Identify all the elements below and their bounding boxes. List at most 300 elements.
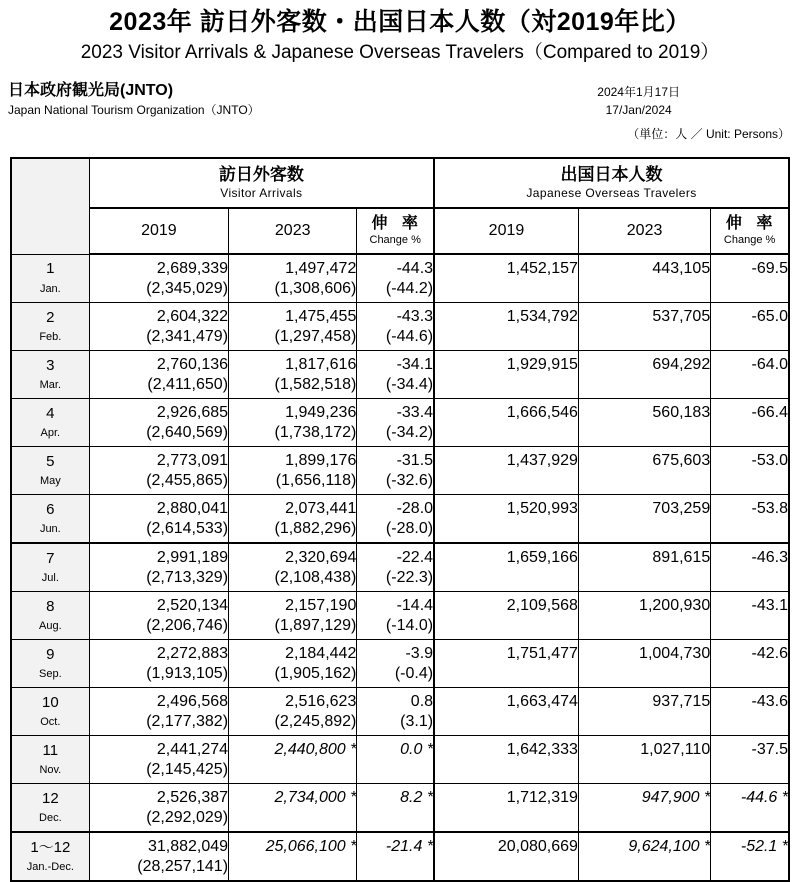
visitor-arrivals-change-prepandemic-value: (-14.0) (385, 616, 434, 634)
table-row (11, 399, 789, 447)
visitor-arrivals-2019-value: 2,991,189 (156, 548, 229, 566)
overseas-travelers-2019-prepandemic-value (435, 327, 578, 347)
visitor-arrivals-2019-prepandemic-value: (2,292,029) (146, 808, 229, 826)
visitor-arrivals-2019-prepandemic-value: (2,713,329) (146, 568, 229, 586)
header-row-columns (11, 208, 789, 254)
overseas-travelers-2019-value: 1,751,477 (506, 644, 578, 662)
header-group-visitor-arrivals-en: Visitor Arrivals (220, 186, 303, 201)
visitor-arrivals-change (357, 351, 434, 399)
organization-block (8, 81, 260, 119)
overseas-travelers-2019-prepandemic-value (435, 279, 578, 299)
visitor-arrivals-change-value: -33.4 (396, 403, 434, 421)
visitor-arrivals-2023 (229, 543, 357, 592)
overseas-travelers-2023 (578, 832, 710, 881)
overseas-travelers-change-value: -66.4 (751, 403, 788, 421)
visitor-arrivals-2019-value: 31,882,049 (147, 837, 229, 855)
visitor-arrivals-2019 (89, 447, 228, 495)
overseas-travelers-2019 (434, 592, 578, 640)
overseas-travelers-change (711, 784, 789, 833)
overseas-travelers-change (711, 447, 789, 495)
overseas-travelers-change-prepandemic-value (711, 327, 788, 347)
overseas-travelers-change-value: -42.6 (751, 644, 788, 662)
visitor-arrivals-2023-prepandemic-value: (1,297,458) (274, 327, 357, 345)
row-month-number: 4 (46, 404, 55, 422)
visitor-arrivals-2019 (89, 303, 228, 351)
visitor-arrivals-2019-value: 2,880,041 (156, 499, 229, 517)
visitor-arrivals-2023-value: 25,066,100 * (265, 837, 357, 855)
visitor-arrivals-2023-prepandemic-value: (1,308,606) (274, 279, 357, 297)
overseas-travelers-2023-value: 694,292 (652, 355, 711, 373)
overseas-travelers-change-prepandemic-value (711, 519, 788, 539)
visitor-arrivals-2019-prepandemic-value: (2,341,479) (146, 327, 229, 345)
row-month-label (11, 640, 89, 688)
overseas-travelers-2023 (578, 688, 710, 736)
overseas-travelers-change (711, 592, 789, 640)
visitor-arrivals-change-prepandemic-value (357, 760, 433, 780)
publication-date-english: 17/Jan/2024 (605, 102, 672, 117)
overseas-travelers-2023-prepandemic-value (579, 327, 710, 347)
overseas-travelers-change-prepandemic-value (711, 712, 788, 732)
overseas-travelers-change-value: -43.6 (751, 692, 788, 710)
page-title-japanese: 2023年 訪日外客数・出国日本人数（対2019年比） (109, 8, 691, 36)
overseas-travelers-change-value: -46.3 (751, 548, 788, 566)
visitor-arrivals-2019 (89, 543, 228, 592)
header-month-corner (11, 158, 89, 254)
row-month-name: Nov. (39, 764, 62, 777)
visitor-arrivals-2023-prepandemic-value: (1,656,118) (275, 471, 357, 489)
header-visitor-change-en: Change % (369, 234, 421, 247)
overseas-travelers-change (711, 303, 789, 351)
overseas-travelers-2019 (434, 351, 578, 399)
visitor-arrivals-2019-prepandemic-value: (2,614,533) (146, 519, 229, 537)
overseas-travelers-2019-value: 1,929,915 (506, 355, 578, 373)
overseas-travelers-2023 (578, 592, 710, 640)
visitor-arrivals-change (357, 736, 434, 784)
header-travelers-change (711, 208, 789, 254)
visitor-arrivals-2019 (89, 688, 228, 736)
overseas-travelers-2023-value: 947,900 * (641, 788, 711, 806)
page-title-english: 2023 Visitor Arrivals & Japanese Overseas Travelers（Compared to 2019） (80, 41, 720, 63)
overseas-travelers-2023-value: 675,603 (652, 451, 711, 469)
visitor-arrivals-change-value: 0.0 * (400, 740, 434, 758)
visitor-arrivals-change (357, 784, 434, 833)
overseas-travelers-2023-prepandemic-value (579, 808, 710, 828)
visitor-arrivals-2019 (89, 399, 228, 447)
overseas-travelers-2019-prepandemic-value (435, 568, 578, 588)
visitor-arrivals-2023-value: 1,817,616 (285, 355, 357, 373)
visitor-arrivals-2019-value: 2,773,091 (156, 451, 229, 469)
overseas-travelers-2019-value: 1,520,993 (506, 499, 578, 517)
overseas-travelers-change-prepandemic-value (711, 664, 788, 684)
visitor-arrivals-2019 (89, 495, 228, 544)
row-month-label (11, 688, 89, 736)
visitor-arrivals-change-prepandemic-value: (3.1) (400, 712, 434, 730)
visitor-arrivals-2023-value: 2,073,441 (285, 499, 357, 517)
table-row (11, 495, 789, 544)
overseas-travelers-change-value: -69.5 (751, 259, 788, 277)
row-month-name: Oct. (40, 716, 61, 729)
visitor-arrivals-2023 (229, 447, 357, 495)
row-month-name: Dec. (39, 812, 62, 825)
visitor-arrivals-change-prepandemic-value (357, 857, 433, 877)
visitor-arrivals-2023 (229, 399, 357, 447)
overseas-travelers-2019-prepandemic-value (435, 471, 578, 491)
overseas-travelers-2023 (578, 784, 710, 833)
row-month-number: 7 (46, 549, 55, 567)
visitor-arrivals-change (357, 592, 434, 640)
visitor-arrivals-2019 (89, 640, 228, 688)
visitor-arrivals-change (357, 303, 434, 351)
overseas-travelers-2023 (578, 543, 710, 592)
visitor-arrivals-2023-prepandemic-value (229, 808, 356, 828)
overseas-travelers-2019-prepandemic-value (435, 616, 578, 636)
overseas-travelers-change-value: -43.1 (751, 596, 788, 614)
overseas-travelers-2023-prepandemic-value (579, 857, 710, 877)
header-visitor-2023: 2023 (229, 208, 357, 254)
visitor-arrivals-2019-value: 2,604,322 (156, 307, 229, 325)
header-group-visitor-arrivals (89, 158, 434, 208)
row-month-name: Feb. (39, 331, 62, 344)
overseas-travelers-2019 (434, 640, 578, 688)
header-travelers-2023: 2023 (578, 208, 710, 254)
overseas-travelers-change-value: -53.0 (751, 451, 788, 469)
table-body (11, 254, 789, 881)
table-row (11, 736, 789, 784)
overseas-travelers-2023-prepandemic-value (579, 279, 710, 299)
visitor-arrivals-change-value: -21.4 * (385, 837, 434, 855)
visitor-arrivals-change-prepandemic-value (357, 808, 433, 828)
row-month-number: 8 (46, 597, 55, 615)
overseas-travelers-2023 (578, 351, 710, 399)
visitor-arrivals-2023-prepandemic-value: (1,582,518) (274, 375, 357, 393)
row-month-label (11, 543, 89, 592)
overseas-travelers-2019 (434, 399, 578, 447)
overseas-travelers-change (711, 351, 789, 399)
visitor-arrivals-2023-prepandemic-value: (1,738,172) (274, 423, 357, 441)
row-month-label (11, 592, 89, 640)
overseas-travelers-change-value: -44.6 * (740, 788, 788, 806)
visitor-arrivals-2019-value: 2,520,134 (156, 596, 229, 614)
visitor-arrivals-change (357, 447, 434, 495)
overseas-travelers-2019-prepandemic-value (435, 375, 578, 395)
title-block (0, 0, 800, 65)
visitor-arrivals-2019-prepandemic-value: (2,177,382) (146, 712, 229, 730)
overseas-travelers-2023-prepandemic-value (579, 471, 710, 491)
overseas-travelers-2019-prepandemic-value (435, 712, 578, 732)
overseas-travelers-2023 (578, 447, 710, 495)
visitor-arrivals-2023-value: 2,157,190 (285, 596, 357, 614)
overseas-travelers-2023-prepandemic-value (579, 616, 710, 636)
visitor-arrivals-2019-value: 2,441,274 (156, 740, 229, 758)
row-month-name: Aug. (39, 620, 62, 633)
row-month-name: Jan.-Dec. (26, 861, 74, 874)
visitor-arrivals-change-value: 0.8 (410, 692, 434, 710)
overseas-travelers-2023-value: 1,027,110 (640, 740, 711, 758)
visitor-arrivals-change (357, 543, 434, 592)
visitor-arrivals-change-value: -44.3 (396, 259, 434, 277)
overseas-travelers-change-prepandemic-value (711, 616, 788, 636)
visitor-arrivals-2023-prepandemic-value (229, 857, 356, 877)
overseas-travelers-change-prepandemic-value (711, 471, 788, 491)
overseas-travelers-2019 (434, 784, 578, 833)
overseas-travelers-2023 (578, 736, 710, 784)
overseas-travelers-change-prepandemic-value (711, 808, 788, 828)
visitor-arrivals-2019-prepandemic-value: (2,640,569) (146, 423, 229, 441)
table-row (11, 640, 789, 688)
visitor-arrivals-2023-value: 2,184,442 (285, 644, 357, 662)
row-month-name: Jul. (41, 572, 59, 585)
visitor-arrivals-change (357, 399, 434, 447)
visitor-arrivals-2019 (89, 832, 228, 881)
visitor-arrivals-2023-value: 1,475,455 (285, 307, 357, 325)
visitor-arrivals-2023 (229, 592, 357, 640)
visitor-arrivals-2023-prepandemic-value: (1,897,129) (274, 616, 357, 634)
visitor-arrivals-change-prepandemic-value: (-44.2) (385, 279, 434, 297)
visitor-arrivals-2023 (229, 736, 357, 784)
visitor-arrivals-change (357, 832, 434, 881)
overseas-travelers-2019-value: 1,452,157 (506, 259, 578, 277)
table-row (11, 447, 789, 495)
statistics-table-container (10, 157, 790, 882)
row-month-name: May (39, 475, 61, 488)
visitor-arrivals-2023-prepandemic-value: (2,245,892) (274, 712, 357, 730)
row-month-name: Jun. (39, 523, 61, 536)
visitor-arrivals-2019-value: 2,272,883 (156, 644, 229, 662)
header-visitor-2019: 2019 (89, 208, 228, 254)
overseas-travelers-2023-value: 560,183 (652, 403, 711, 421)
overseas-travelers-2019-prepandemic-value (435, 760, 578, 780)
table-row (11, 592, 789, 640)
overseas-travelers-2023-prepandemic-value (579, 664, 710, 684)
overseas-travelers-change (711, 543, 789, 592)
visitor-arrivals-change-value: -31.5 (396, 451, 434, 469)
visitor-arrivals-2023 (229, 640, 357, 688)
table-row (11, 351, 789, 399)
row-month-label (11, 495, 89, 544)
visitor-arrivals-2023 (229, 832, 357, 881)
visitor-arrivals-2019-prepandemic-value: (2,345,029) (146, 279, 229, 297)
overseas-travelers-change-value: -65.0 (751, 307, 788, 325)
overseas-travelers-2023-prepandemic-value (579, 568, 710, 588)
visitor-arrivals-change-prepandemic-value: (-34.4) (385, 375, 434, 393)
table-row (11, 688, 789, 736)
visitor-arrivals-change-value: -3.9 (405, 644, 434, 662)
overseas-travelers-2019-value: 1,659,166 (506, 548, 578, 566)
row-month-label (11, 832, 89, 881)
table-head (11, 158, 789, 254)
overseas-travelers-2023 (578, 254, 710, 303)
overseas-travelers-2023-value: 891,615 (652, 548, 711, 566)
overseas-travelers-2019-value: 1,712,319 (506, 788, 578, 806)
visitor-arrivals-2023 (229, 303, 357, 351)
overseas-travelers-change (711, 688, 789, 736)
overseas-travelers-2023-value: 443,105 (652, 259, 711, 277)
visitor-arrivals-2019-prepandemic-value: (2,145,425) (146, 760, 229, 778)
visitor-arrivals-2023-value: 1,899,176 (285, 451, 357, 469)
overseas-travelers-2019-prepandemic-value (435, 423, 578, 443)
overseas-travelers-2019-prepandemic-value (435, 808, 578, 828)
header-row-groups (11, 158, 789, 208)
overseas-travelers-2019 (434, 303, 578, 351)
visitor-arrivals-change-value: 8.2 * (400, 788, 434, 806)
visitor-arrivals-2023 (229, 254, 357, 303)
table-row (11, 254, 789, 303)
visitor-arrivals-2023 (229, 351, 357, 399)
visitor-arrivals-change-prepandemic-value: (-34.2) (385, 423, 434, 441)
visitor-arrivals-change-value: -28.0 (396, 499, 434, 517)
overseas-travelers-2023-prepandemic-value (579, 760, 710, 780)
visitor-arrivals-2023-prepandemic-value (229, 760, 356, 780)
row-month-number: 10 (42, 693, 59, 711)
overseas-travelers-2019 (434, 543, 578, 592)
overseas-travelers-2023 (578, 303, 710, 351)
row-month-number: 1～12 (30, 838, 71, 856)
header-travelers-change-en: Change % (723, 234, 776, 247)
visitor-arrivals-2019 (89, 736, 228, 784)
overseas-travelers-change-prepandemic-value (711, 423, 788, 443)
overseas-travelers-2019 (434, 736, 578, 784)
overseas-travelers-2023-prepandemic-value (579, 519, 710, 539)
row-month-label (11, 254, 89, 303)
visitor-arrivals-change (357, 495, 434, 544)
overseas-travelers-change (711, 832, 789, 881)
row-month-number: 1 (46, 260, 55, 278)
visitor-arrivals-2023 (229, 688, 357, 736)
overseas-travelers-2019-value: 1,534,792 (506, 307, 578, 325)
header-group-visitor-arrivals-ja: 訪日外客数 (218, 165, 304, 185)
overseas-travelers-2023-value: 937,715 (652, 692, 711, 710)
overseas-travelers-2023 (578, 399, 710, 447)
overseas-travelers-2023-value: 537,705 (652, 307, 711, 325)
visitor-arrivals-2019-prepandemic-value: (28,257,141) (137, 857, 229, 875)
overseas-travelers-2023 (578, 495, 710, 544)
overseas-travelers-2023-value: 9,624,100 * (628, 837, 711, 855)
visitor-arrivals-change (357, 688, 434, 736)
visitor-arrivals-2019 (89, 592, 228, 640)
header-visitor-change-ja: 伸 率 (371, 215, 423, 233)
visitor-arrivals-change-value: -43.3 (396, 307, 434, 325)
header-travelers-change-ja: 伸 率 (725, 215, 778, 233)
overseas-travelers-2019-prepandemic-value (435, 857, 578, 877)
overseas-travelers-change-value: -53.8 (751, 499, 788, 517)
overseas-travelers-2019 (434, 495, 578, 544)
visitor-arrivals-change-prepandemic-value: (-44.6) (385, 327, 434, 345)
overseas-travelers-2019-value: 1,663,474 (506, 692, 578, 710)
visitor-arrivals-2019-value: 2,496,568 (156, 692, 229, 710)
overseas-travelers-2019-value: 2,109,568 (506, 596, 578, 614)
overseas-travelers-2023 (578, 640, 710, 688)
unit-note: （単位：人 ／ Unit: Persons） (627, 126, 790, 141)
visitor-arrivals-change-value: -34.1 (396, 355, 434, 373)
overseas-travelers-2019 (434, 254, 578, 303)
overseas-travelers-change (711, 399, 789, 447)
row-month-label (11, 784, 89, 833)
visitor-arrivals-2023-prepandemic-value: (1,882,296) (274, 519, 357, 537)
row-month-number: 3 (46, 356, 55, 374)
overseas-travelers-change-prepandemic-value (711, 857, 788, 877)
visitor-arrivals-change-prepandemic-value: (-0.4) (394, 664, 434, 682)
overseas-travelers-change (711, 736, 789, 784)
row-month-label (11, 303, 89, 351)
row-month-name: Jan. (39, 282, 61, 295)
overseas-travelers-2019-prepandemic-value (435, 519, 578, 539)
visitor-arrivals-2023-value: 1,497,472 (285, 259, 357, 277)
publication-date-block (597, 83, 680, 119)
visitor-arrivals-2019-value: 2,760,136 (156, 355, 229, 373)
visitor-arrivals-2023-value: 2,440,800 * (274, 740, 357, 758)
statistics-table (10, 157, 790, 882)
visitor-arrivals-2023 (229, 495, 357, 544)
header-travelers-2019: 2019 (434, 208, 578, 254)
visitor-arrivals-2019-prepandemic-value: (2,411,650) (147, 375, 229, 393)
visitor-arrivals-2023-value: 1,949,236 (285, 403, 357, 421)
visitor-arrivals-2019 (89, 351, 228, 399)
header-group-overseas-travelers-en: Japanese Overseas Travelers (526, 186, 697, 201)
publication-date-japanese: 2024年1月17日 (597, 84, 680, 99)
row-month-name: Mar. (39, 379, 62, 392)
overseas-travelers-2019-value: 1,437,929 (506, 451, 578, 469)
visitor-arrivals-2019-prepandemic-value: (2,455,865) (146, 471, 229, 489)
overseas-travelers-2019 (434, 832, 578, 881)
visitor-arrivals-2023-value: 2,516,623 (285, 692, 357, 710)
row-month-label (11, 351, 89, 399)
visitor-arrivals-change (357, 254, 434, 303)
organization-name-english: Japan National Tourism Organization（JNTO） (8, 102, 260, 117)
row-month-number: 11 (42, 741, 59, 759)
table-row (11, 832, 789, 881)
overseas-travelers-change-value: -37.5 (751, 740, 788, 758)
overseas-travelers-change-value: -52.1 * (740, 837, 788, 855)
visitor-arrivals-2023 (229, 784, 357, 833)
row-month-name: Sep. (39, 668, 62, 681)
overseas-travelers-2019-value: 1,666,546 (506, 403, 578, 421)
visitor-arrivals-2023-prepandemic-value: (2,108,438) (274, 568, 357, 586)
table-row (11, 543, 789, 592)
visitor-arrivals-change-prepandemic-value: (-22.3) (385, 568, 434, 586)
overseas-travelers-2019-value: 20,080,669 (497, 837, 578, 855)
overseas-travelers-2019-prepandemic-value (435, 664, 578, 684)
visitor-arrivals-2023-value: 2,320,694 (285, 548, 357, 566)
row-month-label (11, 447, 89, 495)
overseas-travelers-change-prepandemic-value (711, 279, 788, 299)
visitor-arrivals-change-value: -14.4 (396, 596, 434, 614)
row-month-number: 2 (46, 308, 55, 326)
overseas-travelers-2019-value: 1,642,333 (506, 740, 578, 758)
visitor-arrivals-change-prepandemic-value: (-28.0) (385, 519, 434, 537)
overseas-travelers-change (711, 640, 789, 688)
table-row (11, 303, 789, 351)
overseas-travelers-2019 (434, 688, 578, 736)
row-month-number: 9 (46, 645, 55, 663)
visitor-arrivals-2019-prepandemic-value: (2,206,746) (146, 616, 229, 634)
organization-name-japanese: 日本政府観光局(JNTO) (8, 81, 174, 99)
visitor-arrivals-2019-value: 2,689,339 (156, 259, 229, 277)
visitor-arrivals-2023-value: 2,734,000 * (274, 788, 357, 806)
table-row (11, 784, 789, 833)
header-visitor-change (357, 208, 434, 254)
overseas-travelers-2023-prepandemic-value (579, 423, 710, 443)
row-month-label (11, 736, 89, 784)
overseas-travelers-change-value: -64.0 (751, 355, 788, 373)
overseas-travelers-change (711, 495, 789, 544)
overseas-travelers-change-prepandemic-value (711, 568, 788, 588)
visitor-arrivals-change (357, 640, 434, 688)
visitor-arrivals-2019-value: 2,526,387 (156, 788, 229, 806)
overseas-travelers-change-prepandemic-value (711, 375, 788, 395)
overseas-travelers-2023-value: 703,259 (652, 499, 711, 517)
row-month-number: 12 (42, 789, 59, 807)
row-month-number: 6 (46, 500, 55, 518)
